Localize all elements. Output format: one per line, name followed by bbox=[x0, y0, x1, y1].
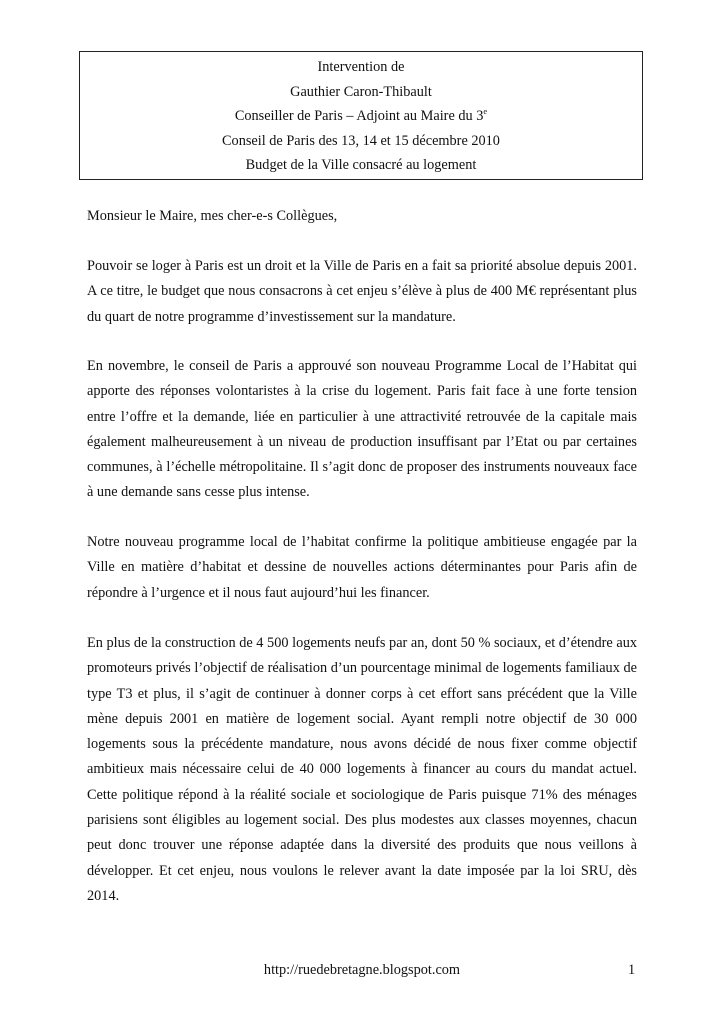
footer-url: http://ruedebretagne.blogspot.com bbox=[263, 962, 461, 978]
header-intervention-line: Intervention de bbox=[317, 59, 405, 75]
paragraph-3: Notre nouveau programme local de l’habitat confirme la politique ambitieuse engagée par la Ville en matière d’habitat et dessine de nouvelles actions déterminantes pour Paris afin de répondre à l’urgence et il nous faut aujourd’hui les financer. bbox=[87, 534, 637, 601]
paragraph-4: En plus de la construction de 4 500 logements neufs par an, dont 50 % sociaux, et d’étendre aux promoteurs privés l’objectif de réalisation d’un pourcentage minimal de logements familiaux de type T3 et plus, il s’agit de continuer à donner corps à cet effort sans précédent que la Ville mène depuis 2001 en matière de logement social. Ayant rempli notre objectif de 30 000 logements sous la précédente mandature, nous avons décidé de nous fixer comme objectif ambitieux mais nécessaire celui de 40 000 logements à financer au cours du mandat actuel. Cette politique répond à la réalité sociale et sociologique de Paris puisque 71% des ménages parisiens sont éligibles au logement social. Des plus modestes aux classes moyennes, chacun peut donc trouver une réponse adaptée dans la diversité des produits que nous veillons à développer. Et cet enjeu, nous voulons le relever avant la date imposée par la loi SRU, dès 2014. bbox=[87, 635, 637, 904]
header-speaker-name: Gauthier Caron-Thibault bbox=[290, 83, 432, 100]
header-box bbox=[79, 51, 643, 180]
paragraph-2: En novembre, le conseil de Paris a approuvé son nouveau Programme Local de l’Habitat qui apporte des réponses volontaristes à la crise du logement. Paris fait face à une forte tension entre l’offre et la demande, liée en particulier à une attractivité retrouvée de la capitale mais également malheureusement à un niveau de production insuffisant par l’Etat ou par certaines communes, à l’échelle métropolitaine. Il s’agit donc de proposer des instruments nouveaux face à une demande sans cesse plus intense. bbox=[87, 358, 637, 501]
header-speaker-role bbox=[80, 104, 642, 129]
paragraph-1: Pouvoir se loger à Paris est un droit et la Ville de Paris en a fait sa priorité absolue depuis 2001. A ce titre, le budget que nous consacrons à cet enjeu s’élève à plus de 400 M€ représentant plus du quart de notre programme d’investissement sur la mandature. bbox=[87, 258, 637, 325]
header-council-dates: Conseil de Paris des 13, 14 et 15 décembre 2010 bbox=[222, 132, 500, 149]
header-speaker-role-sup: e bbox=[483, 106, 488, 116]
header-subject: Budget de la Ville consacré au logement bbox=[245, 157, 477, 173]
salutation: Monsieur le Maire, mes cher-e-s Collègues, bbox=[87, 208, 338, 224]
header-speaker-role-text: Conseiller de Paris – Adjoint au Maire du 3 bbox=[234, 108, 484, 124]
page-number: 1 bbox=[628, 962, 636, 978]
